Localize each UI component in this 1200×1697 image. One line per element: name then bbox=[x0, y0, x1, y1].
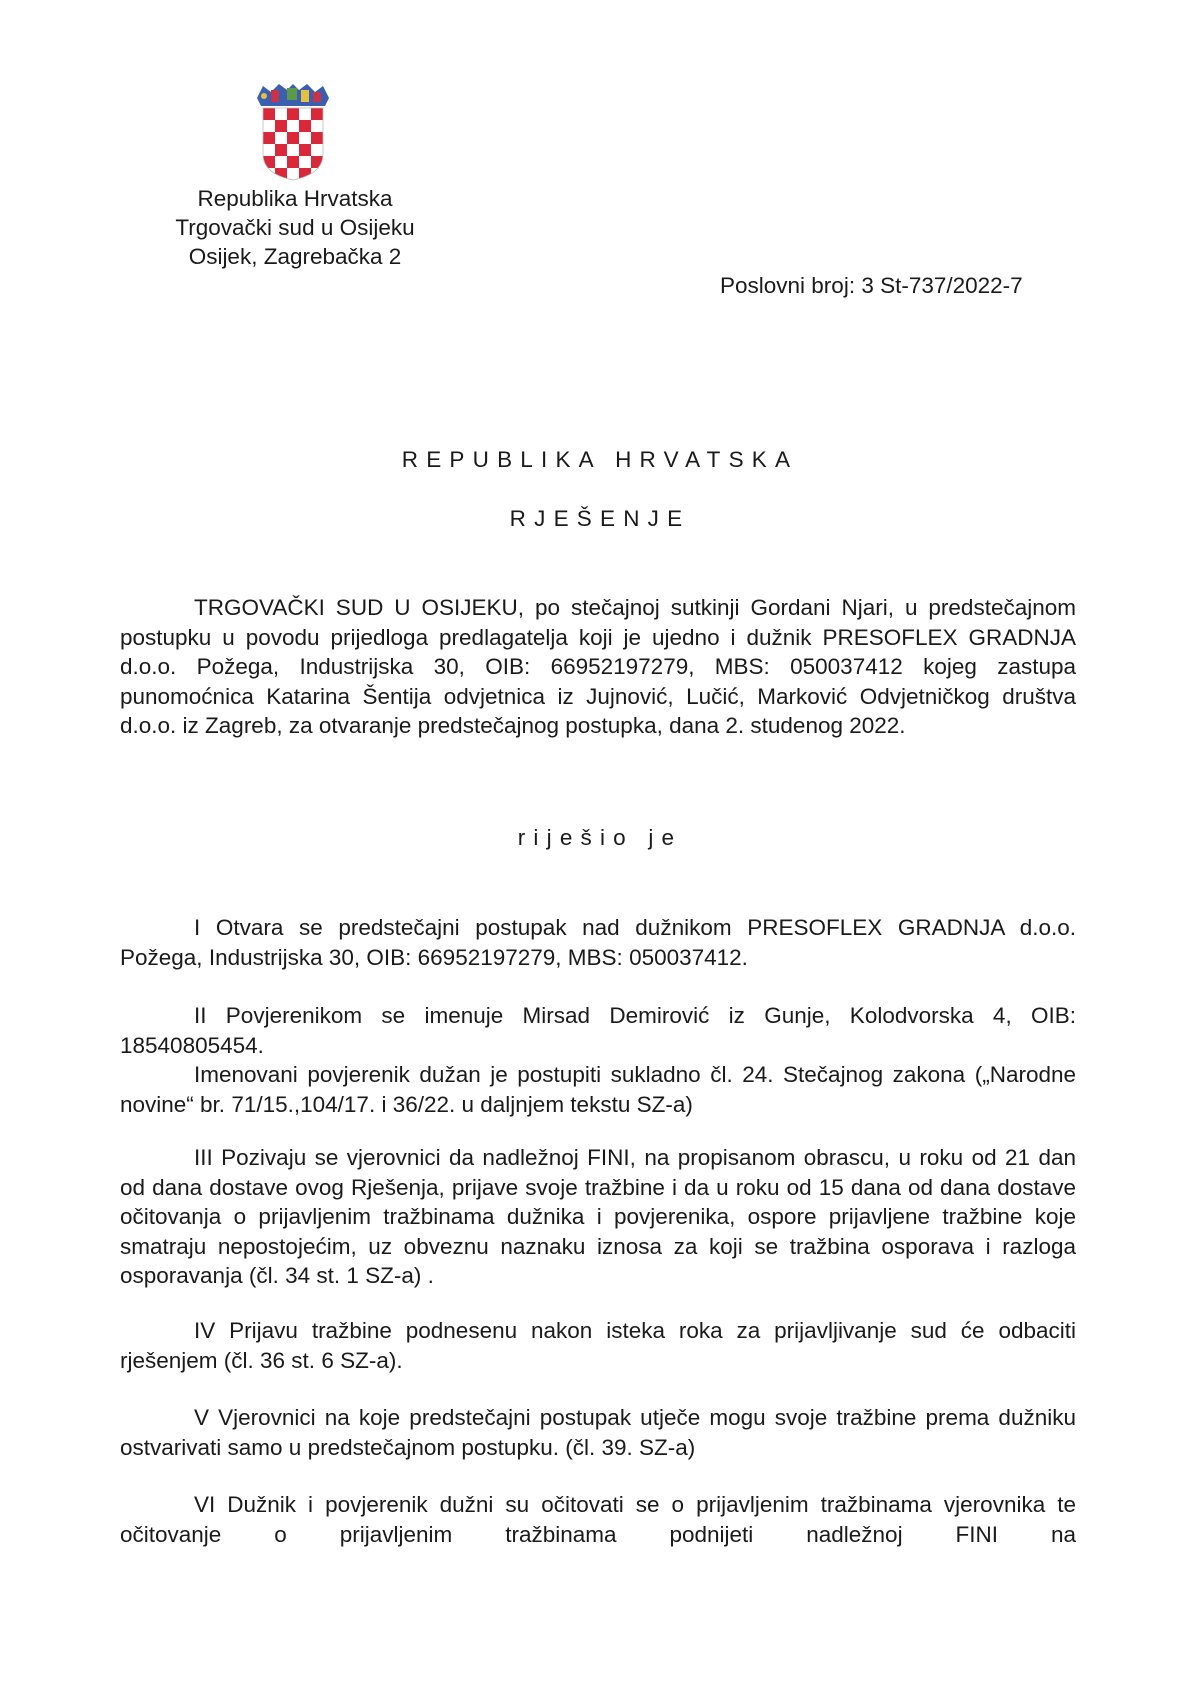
item-iv: IV Prijavu tražbine podnesenu nakon isteka roka za prijavljivanje sud će odbaciti rješenjem (čl. 36 st. 6 SZ-a). bbox=[120, 1318, 1076, 1373]
item-ii: II Povjerenikom se imenuje Mirsad Demirović iz Gunje, Kolodvorska 4, OIB: 18540805454. bbox=[120, 1003, 1076, 1058]
title-decision: RJEŠENJE bbox=[509, 506, 691, 531]
header-court-address: Osijek, Zagrebačka 2 bbox=[188, 244, 402, 269]
title-ruled: riješio je bbox=[517, 825, 683, 850]
item-v: V Vjerovnici na koje predstečajni postupak utječe mogu svoje tražbine prema dužniku ostvarivati samo u predstečajnom postupku. (čl. 39. SZ-a) bbox=[120, 1405, 1076, 1460]
checkerboard-shield bbox=[263, 108, 323, 182]
header-court-name: Trgovački sud u Osijeku bbox=[175, 215, 415, 240]
case-number: Poslovni broj: 3 St-737/2022-7 bbox=[720, 273, 1023, 298]
item-ii-continuation: Imenovani povjerenik dužan je postupiti sukladno čl. 24. Stečajnog zakona („Narodne novine“ br. 71/15.,104/17. i 36/22. u daljnjem tekstu SZ-a) bbox=[120, 1062, 1076, 1117]
item-iii: III Pozivaju se vjerovnici da nadležnoj FINI, na propisanom obrascu, u roku od 21 dan od dana dostave ovog Rješenja, prijave svoje tražbine i da u roku od 15 dana od dana dostave očitovanja o prijavljenim tražbinama dužnika i povjerenika, ospore prijavljene tražbine koje smatraju nepostojećim, uz obveznu naznaku iznosa za koji se tražbina osporava i razloga osporavanja (čl. 34 st. 1 SZ-a) . bbox=[120, 1145, 1076, 1289]
coat-of-arms-icon bbox=[253, 82, 333, 182]
item-i: I Otvara se predstečajni postupak nad dužnikom PRESOFLEX GRADNJA d.o.o. Požega, Industrijska 30, OIB: 66952197279, MBS: 050037412. bbox=[120, 915, 1076, 970]
title-country: REPUBLIKA HRVATSKA bbox=[401, 447, 799, 472]
item-vi: VI Dužnik i povjerenik dužni su očitovati se o prijavljenim tražbinama vjerovnika te očitovanje o prijavljenim tražbinama podnijeti nadležnoj FINI na bbox=[120, 1492, 1076, 1547]
intro-paragraph: TRGOVAČKI SUD U OSIJEKU, po stečajnoj sutkinji Gordani Njari, u predstečajnom postupku u povodu prijedloga predlagatelja koji je ujedno i dužnik PRESOFLEX GRADNJA d.o.o. Požega, Industrijska 30, OIB: 66952197279, MBS: 050037412 kojeg zastupa punomoćnica Katarina Šentija odvjetnica iz Jujnović, Lučić, Marković Odvjetničkog društva d.o.o. iz Zagreb, za otvaranje predstečajnog postupka, dana 2. studenog 2022. bbox=[120, 595, 1076, 739]
header-country: Republika Hrvatska bbox=[197, 186, 393, 211]
crown bbox=[257, 84, 329, 106]
